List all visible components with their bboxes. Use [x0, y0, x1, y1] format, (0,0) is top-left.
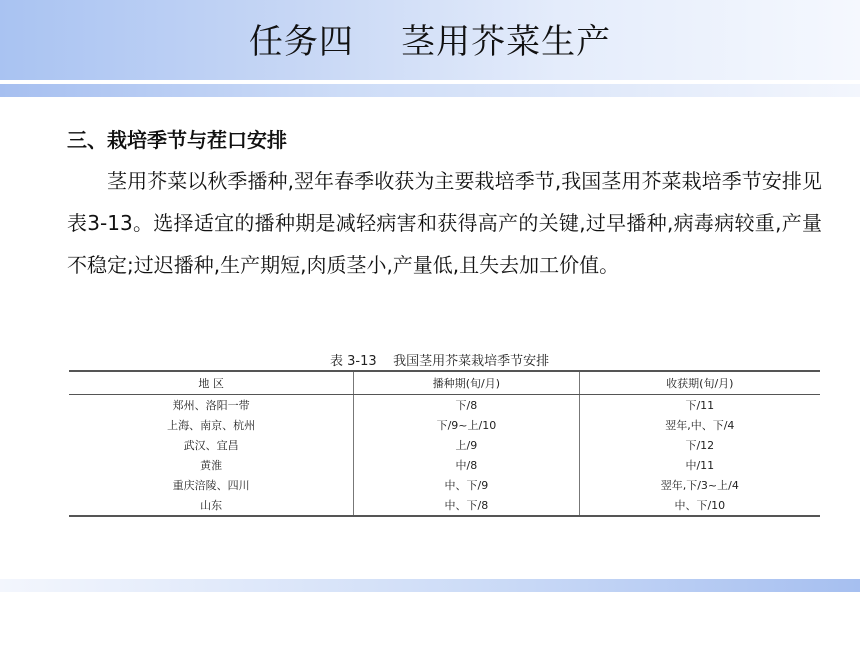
cell-harvest: 翌年,下/3~上/4 — [579, 475, 820, 495]
table-row — [69, 395, 820, 416]
cell-sowing: 下/9~上/10 — [354, 415, 579, 435]
cell-region: 郑州、洛阳一带 — [69, 395, 354, 416]
header-sowing-period: 播种期(旬/月) — [354, 371, 579, 395]
cell-harvest: 下/12 — [579, 435, 820, 455]
cell-sowing: 中、下/9 — [354, 475, 579, 495]
table-row — [69, 475, 820, 495]
cell-region: 重庆涪陵、四川 — [69, 475, 354, 495]
body-paragraph: 茎用芥菜以秋季播种,翌年春季收获为主要栽培季节,我国茎用芥菜栽培季节安排见表3-13。选择适宜的播种期是减轻病害和获得高产的关键,过早播种,病毒病较重,产量不稳定;过迟播种,生产期短,肉质茎小,产量低,且失去加工价值。 — [67, 169, 822, 277]
table-row — [69, 435, 820, 455]
cell-region: 武汉、宜昌 — [69, 435, 354, 455]
table-caption: 表 3-13 我国茎用芥菜栽培季节安排 — [330, 354, 550, 369]
slide-title: 任务四 茎用芥菜生产 — [248, 22, 612, 62]
title-bar — [0, 0, 860, 80]
cell-sowing: 下/8 — [354, 395, 579, 416]
cell-sowing: 上/9 — [354, 435, 579, 455]
cell-region: 山东 — [69, 495, 354, 516]
header-region: 地 区 — [69, 371, 354, 395]
table-header-row — [69, 371, 820, 395]
table-row — [69, 455, 820, 475]
cell-sowing: 中/8 — [354, 455, 579, 475]
top-decorative-strip — [0, 84, 860, 97]
section-heading: 三、栽培季节与茬口安排 — [67, 128, 287, 152]
header-harvest-period: 收获期(旬/月) — [579, 371, 820, 395]
cell-harvest: 中/11 — [579, 455, 820, 475]
cell-region: 上海、南京、杭州 — [69, 415, 354, 435]
cell-harvest: 中、下/10 — [579, 495, 820, 516]
cell-region: 黄淮 — [69, 455, 354, 475]
cell-harvest: 下/11 — [579, 395, 820, 416]
table-row — [69, 415, 820, 435]
bottom-decorative-strip — [0, 579, 860, 592]
table-row — [69, 495, 820, 516]
planting-schedule-table — [69, 370, 820, 517]
cell-harvest: 翌年,中、下/4 — [579, 415, 820, 435]
cell-sowing: 中、下/8 — [354, 495, 579, 516]
